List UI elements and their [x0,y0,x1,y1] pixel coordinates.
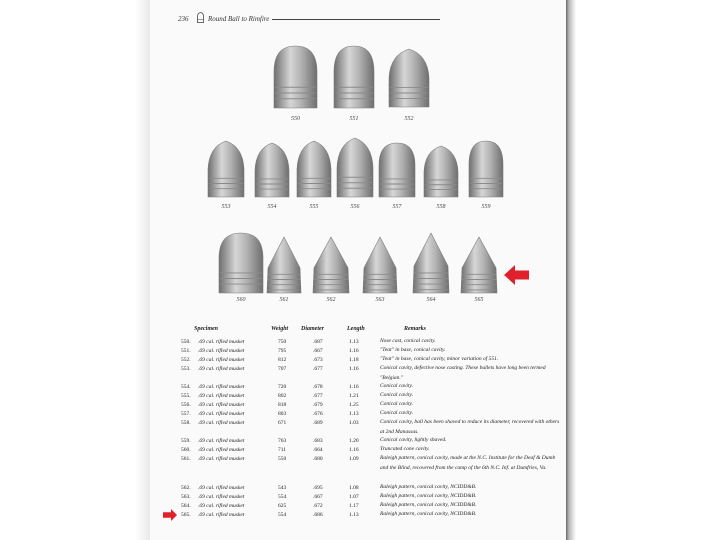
row-specimen: .69 cal. rifled musket [198,366,245,372]
col-header-remarks: Remarks [404,326,427,332]
minie-ball-bullet [362,236,398,294]
row-diameter: .673 [313,357,323,363]
minie-ball-bullet [254,142,290,198]
row-specimen: .69 cal. rifled musket [198,402,245,408]
col-header-specimen: Specimen [194,326,218,332]
row-number: 562. [181,485,191,491]
row-remarks: "Teat" in base, conical cavity, minor variation of 551. [380,356,499,362]
row-number: 559. [181,438,191,444]
row-specimen: .69 cal. rifled musket [198,494,245,500]
row-weight: 720 [278,384,287,390]
row-weight: 554 [278,512,287,518]
row-weight: 550 [278,456,287,462]
row-length: 1.16 [349,447,359,453]
row-diameter: .667 [313,348,323,354]
row-length: 1.16 [349,384,359,390]
row-diameter: .677 [313,366,323,372]
row-specimen: .69 cal. rifled musket [198,393,245,399]
row-diameter: .689 [313,420,323,426]
page-number: 236 [178,15,189,23]
row-diameter: .683 [313,438,323,444]
figure-label: 564 [426,297,436,303]
row-length: 1.17 [349,503,359,509]
row-length: 1.07 [349,494,359,500]
col-header-weight: Weight [271,326,289,332]
row-remarks: Raleigh pattern, conical cavity, NCIDD&B. [380,493,477,499]
row-specimen: .69 cal. rifled musket [198,485,245,491]
row-length: 1.09 [349,456,359,462]
row-weight: 711 [278,447,287,453]
row-length: 1.13 [349,339,359,345]
figure-label: 561 [279,297,289,303]
row-length: 1.20 [349,438,359,444]
row-diameter: .672 [313,503,323,509]
figure-label: 557 [392,204,402,210]
row-number: 553. [181,366,191,372]
row-specimen: .69 cal. rifled musket [198,411,245,417]
minie-ball-bullet [218,232,264,294]
minie-ball-bullet [336,137,374,198]
row-specimen: .69 cal. rifled musket [198,420,245,426]
row-number: 564. [181,503,191,509]
row-number: 558. [181,420,191,426]
bullet-silhouette-icon [196,12,205,23]
row-remarks: Conical cavity. [380,410,413,416]
row-specimen: .69 cal. rifled musket [198,348,245,354]
minie-ball-bullet [423,145,459,198]
minie-ball-bullet [388,48,430,108]
row-diameter: .695 [313,485,323,491]
row-weight: 707 [278,366,287,372]
row-length: 1.25 [349,402,359,408]
row-number: 551. [181,348,191,354]
minie-ball-bullet [312,236,350,294]
row-specimen: .69 cal. rifled musket [198,357,245,363]
minie-ball-bullet [460,236,498,294]
row-number: 552. [181,357,191,363]
row-specimen: .69 cal. rifled musket [198,384,245,390]
figure-label: 559 [481,204,491,210]
row-length: 1.16 [349,366,359,372]
row-diameter: .677 [313,393,323,399]
figure-label: 551 [349,116,359,122]
row-remarks: Raleigh pattern, conical cavity, NCIDD&B. [380,484,477,490]
row-number: 563. [181,494,191,500]
row-length: 1.08 [349,485,359,491]
row-length: 1.13 [349,512,359,518]
col-header-diameter: Diameter [301,326,324,332]
row-specimen: .69 cal. rifled musket [198,339,245,345]
row-diameter: .664 [313,447,323,453]
row-diameter: .687 [313,339,323,345]
row-remarks: Raleigh pattern, conical cavity, NCIDD&B. [380,502,477,508]
minie-ball-bullet [207,140,245,198]
row-diameter: .676 [313,411,323,417]
row-number: 555. [181,393,191,399]
row-specimen: .69 cal. rifled musket [198,503,245,509]
figure-label: 562 [326,297,336,303]
minie-ball-bullet [333,45,375,109]
row-specimen: .69 cal. rifled musket [198,447,245,453]
running-header [178,12,448,26]
row-number: 556. [181,402,191,408]
red-arrow-icon [504,265,529,285]
red-arrow-row-icon [163,509,177,521]
row-length: 1.16 [349,348,359,354]
minie-ball-bullet [468,140,504,198]
figure-label: 558 [436,204,446,210]
row-diameter: .686 [313,512,323,518]
row-diameter: .667 [313,494,323,500]
figure-label: 553 [221,204,231,210]
row-weight: 803 [278,411,287,417]
row-weight: 763 [278,438,287,444]
row-specimen: .69 cal. rifled musket [198,456,245,462]
row-weight: 625 [278,503,287,509]
minie-ball-bullet [378,142,416,198]
left-margin-shadow [0,0,150,540]
figure-label: 550 [291,116,300,122]
row-remarks: Conical cavity. [380,383,413,389]
row-length: 1.21 [349,393,359,399]
row-length: 1.03 [349,420,359,426]
figure-label: 552 [404,116,414,122]
row-diameter: .678 [313,384,323,390]
row-weight: 802 [278,393,287,399]
figure-label: 556 [350,204,360,210]
row-weight: 750 [278,339,287,345]
row-weight: 671 [278,420,287,426]
figure-label: 554 [267,204,277,210]
row-remarks: Conical cavity, lightly shaved. [380,437,447,443]
row-remarks: Raleigh pattern, conical cavity, made at the N.C. Institute for the Deaf & Dumb and the Blind, recovered from the camp of the 6th N.C. Inf. at Dumfries, Va. [380,455,556,471]
row-specimen: .69 cal. rifled musket [198,512,245,518]
row-weight: 795 [278,348,287,354]
minie-ball-bullet [273,45,318,109]
row-remarks: Nose cast, conical cavity. [380,338,436,344]
row-number: 554. [181,384,191,390]
row-remarks: Conical cavity, defective nose casting. These bullets have long been termed "Belgian." [380,365,546,381]
row-number: 560. [181,447,191,453]
row-length: 1.18 [349,357,359,363]
row-weight: 554 [278,494,287,500]
page-gutter-shadow [566,0,720,540]
row-remarks: Conical cavity, ball has been shaved to reduce its diameter, recovered with others at 2nd Manassas. [380,419,560,435]
row-number: 561. [181,456,191,462]
col-header-length: Length [347,326,365,332]
row-specimen: .69 cal. rifled musket [198,438,245,444]
row-remarks: Truncated cone cavity. [380,446,430,452]
row-remarks: "Teat" in base, conical cavity. [380,347,446,353]
minie-ball-bullet [296,140,332,198]
figure-label: 565 [474,297,484,303]
row-number: 557. [181,411,191,417]
figure-label: 560 [236,297,246,303]
figure-label: 563 [375,297,385,303]
header-rule [272,19,440,20]
row-remarks: Conical cavity. [380,392,413,398]
row-diameter: .679 [313,402,323,408]
row-diameter: .680 [313,456,323,462]
row-number: 565. [181,512,191,518]
minie-ball-bullet [266,236,302,294]
running-title: Round Ball to Rimfire [208,15,270,23]
row-weight: 543 [278,485,287,491]
row-weight: 818 [278,402,287,408]
row-remarks: Conical cavity. [380,401,413,407]
row-number: 550. [181,339,191,345]
row-remarks: Raleigh pattern, conical cavity, NCIDD&B. [380,511,477,517]
row-length: 1.13 [349,411,359,417]
figure-label: 555 [309,204,319,210]
row-weight: 812 [278,357,287,363]
minie-ball-bullet [412,232,450,294]
